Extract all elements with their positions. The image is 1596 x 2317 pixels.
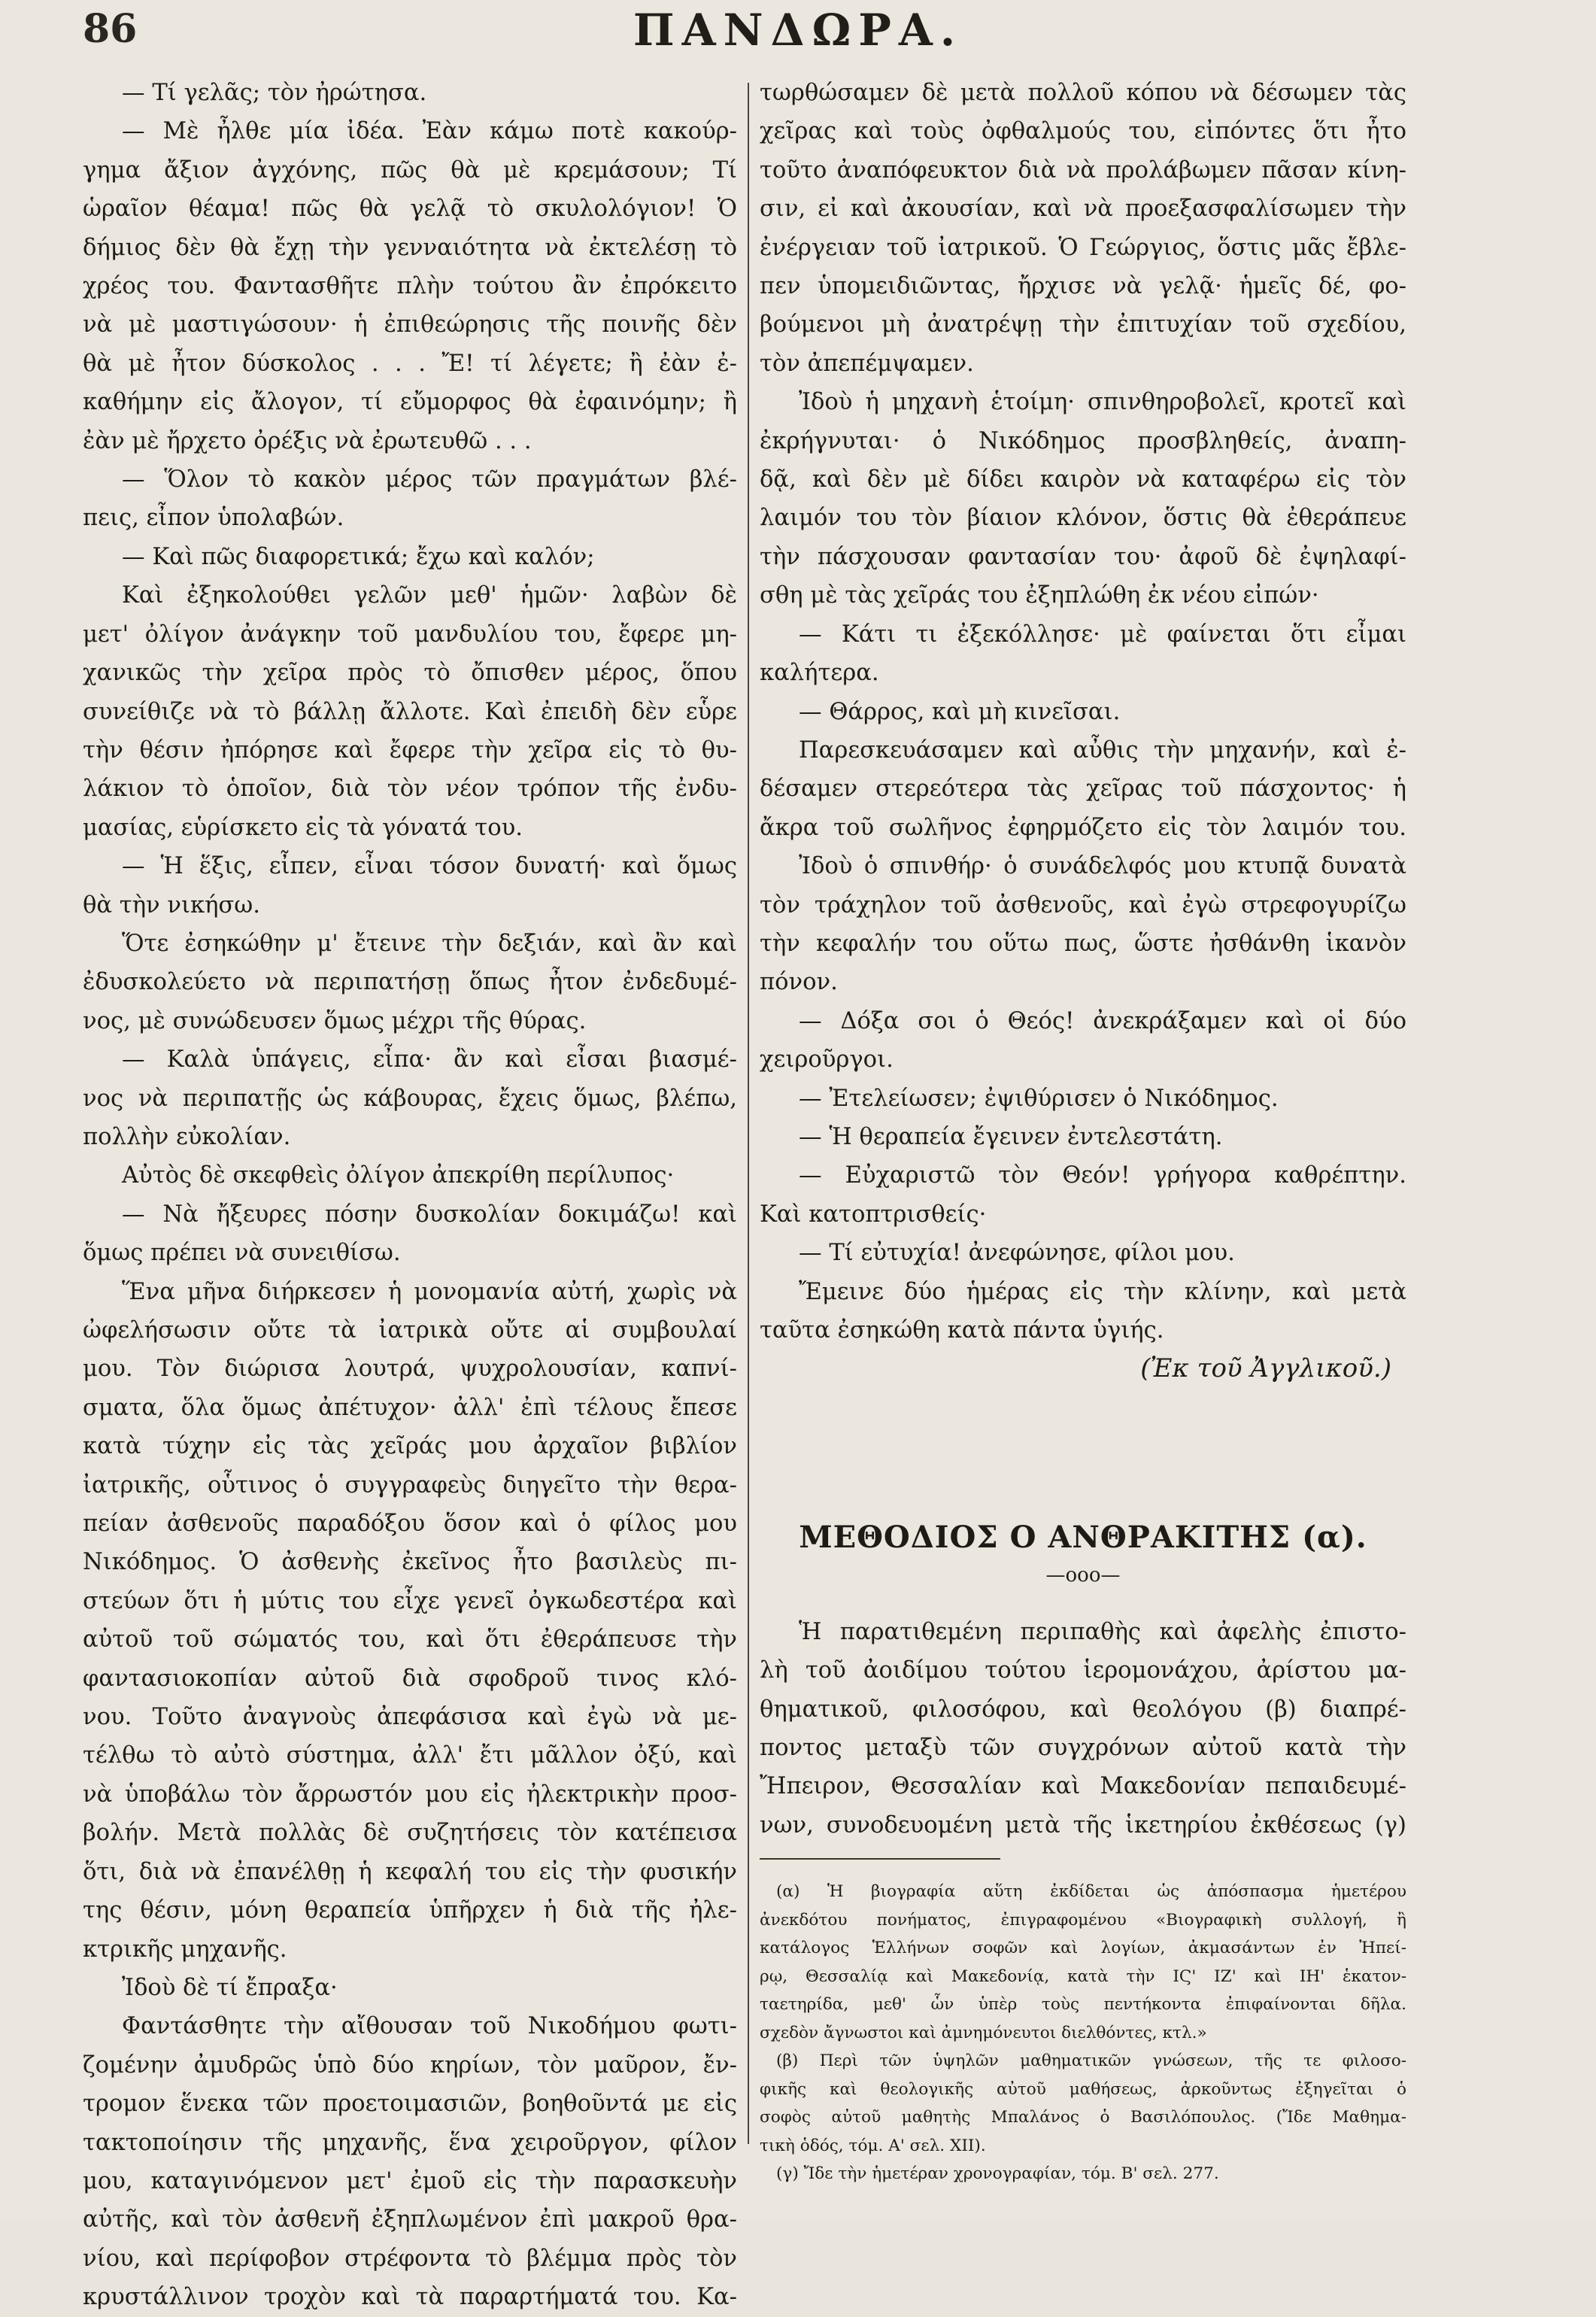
text-line: κτρικῆς μηχανῆς. [83, 1936, 287, 1963]
source-attribution: (Ἐκ τοῦ Ἀγγλικοῦ.) [1140, 1353, 1391, 1384]
text-line: — Θάρρος, καὶ μὴ κινεῖσαι. [799, 698, 1121, 725]
text-line: τὴν πάσχουσαν φαντασίαν του· ἀφοῦ δὲ ἐψηλαφί- [760, 543, 1406, 570]
text-line: — Ἡ ἕξις, εἶπεν, εἶναι τόσον δυνατή· καὶ ὅμως [122, 853, 737, 880]
section-separator: —οοο— [1045, 1563, 1121, 1587]
text-line: πεις, εἶπον ὑπολαβών. [83, 505, 344, 532]
section-text-line: λὴ τοῦ ἀοιδίμου τούτου ἱερομονάχου, ἀρίστου μα- [760, 1657, 1406, 1684]
section-text-line: Ἡ παρατιθεμένη περιπαθὴς καὶ ἀφελὴς ἐπιστο- [799, 1618, 1406, 1645]
text-line: καλήτερα. [760, 660, 879, 687]
story-ending [760, 74, 1406, 1350]
text-line: μου. Τὸν διώρισα λουτρά, ψυχρολουσίαν, καπνί- [83, 1356, 737, 1383]
text-line: ἄκρα τοῦ σωλῆνος ἐφηρμόζετο εἰς τὸν λαιμόν του. [760, 814, 1406, 841]
text-line: ὅτι, διὰ νὰ ἐπανέλθῃ ἡ κεφαλή του εἰς τὴν φυσικήν [83, 1858, 737, 1885]
text-line: καθήμην εἰς ἄλογον, τί εὔμορφος θὰ ἐφαινόμην; ἢ [83, 389, 737, 416]
section-text-line: θηματικοῦ, φιλοσόφου, καὶ θεολόγου (β) διαπρέ- [760, 1696, 1406, 1723]
text-line: νίου, καὶ περίφοβον στρέφοντα τὸ βλέμμα πρὸς τὸν [83, 2245, 737, 2272]
text-line: μετ' ὀλίγον ἀνάγκην τοῦ μανδυλίου του, ἔφερε μη- [83, 621, 737, 648]
text-line: βούμενοι μὴ ἀνατρέψῃ τὴν ἐπιτυχίαν τοῦ σχεδίου, [760, 311, 1406, 339]
text-line: νος νὰ περιπατῇς ὡς κάβουρας, ἔχεις ὅμως, βλέπω, [83, 1085, 737, 1112]
section-title: ΜΕΘΟΔΙΟΣ Ο ΑΝΘΡΑΚΙΤΗΣ (α). [799, 1519, 1367, 1555]
text-line: πολλὴν εὐκολίαν. [83, 1123, 291, 1150]
text-line: Φαντάσθητε τὴν αἴθουσαν τοῦ Νικοδήμου φωτι- [122, 2013, 737, 2040]
text-line: πεν ὑπομειδιῶντας, ἤρχισε νὰ γελᾷ· ἡμεῖς δέ, φο- [760, 273, 1406, 300]
footnote-line: (γ) Ἴδε τὴν ἡμετέραν χρονογραφίαν, τόμ. Β' σελ. 277. [776, 2164, 1219, 2184]
text-line: λάκιον τὸ ὁποῖον, διὰ τὸν νέον τρόπον τῆς ἐνδυ- [83, 776, 737, 803]
footnote-line: τικὴ ὁδός, τόμ. Α' σελ. XII). [760, 2136, 986, 2155]
text-line: τὸν ἀπεπέμψαμεν. [760, 350, 974, 377]
right-column [760, 74, 1406, 2188]
text-line: — Μὲ ἦλθε μία ἰδέα. Ἐὰν κάμω ποτὲ κακούρ- [122, 118, 737, 145]
text-line: — Δόξα σοι ὁ Θεός! ἀνεκράξαμεν καὶ οἱ δύο [799, 1007, 1406, 1034]
text-line: μασίας, εὑρίσκετο εἰς τὰ γόνατά του. [83, 814, 523, 841]
text-line: γημα ἄξιον ἀγχόνης, πῶς θὰ μὲ κρεμάσουν; Τί [83, 156, 737, 184]
text-line: κρυστάλλινον τροχὸν καὶ τὰ παραρτήματά του. Κα- [83, 2284, 737, 2311]
text-line: νος, μὲ συνώδευσεν ὅμως μέχρι τῆς θύρας. [83, 1007, 587, 1034]
text-line: τοῦτο ἀναπόφευκτον διὰ νὰ προλάβωμεν πᾶσαν κίνη- [760, 156, 1406, 184]
text-line: ὠφελήσωσιν οὔτε τὰ ἰατρικὰ οὔτε αἱ συμβουλαί [83, 1317, 737, 1344]
text-line: χειροῦργοι. [760, 1046, 894, 1073]
text-line: νὰ ὑποβάλω τὸν ἄρρωστόν μου εἰς ἠλεκτρικὴν προσ- [83, 1781, 737, 1808]
column-divider [748, 83, 749, 2144]
footnote-line: κατάλογος Ἑλλήνων σοφῶν καὶ λογίων, ἀκμασάντων ἐν Ἠπεί- [760, 1939, 1406, 1958]
text-line: Ἔμεινε δύο ἡμέρας εἰς τὴν κλίνην, καὶ μετὰ [799, 1278, 1406, 1305]
text-line: χεῖρας καὶ τοὺς ὀφθαλμούς του, εἰπόντες ὅτι ἦτο [760, 118, 1406, 145]
text-line: ταῦτα ἐσηκώθη κατὰ πάντα ὑγιής. [760, 1317, 1164, 1344]
text-line: Καὶ ἐξηκολούθει γελῶν μεθ' ἡμῶν· λαβὼν δὲ [122, 582, 737, 609]
text-line: ζομένην ἀμυδρῶς ὑπὸ δύο κηρίων, τὸν μαῦρον, ἔν- [83, 2051, 737, 2079]
text-line: κατὰ τύχην εἰς τὰς χεῖράς μου ἀρχαῖον βιβλίον [83, 1433, 737, 1460]
section-text-line: νων, συνοδευομένη μετὰ τῆς ἱκετηρίου ἐκθέσεως (γ) [760, 1811, 1406, 1839]
journal-title: ΠΑΝΔΩΡΑ. [633, 5, 963, 56]
text-line: — Καὶ πῶς διαφορετικά; ἔχω καὶ καλόν; [122, 543, 595, 570]
text-line: — Ὅλον τὸ κακὸν μέρος τῶν πραγμάτων βλέ- [122, 466, 737, 493]
text-line: νὰ μὲ μαστιγώσουν· ἡ ἐπιθεώρησις τῆς ποινῆς δὲν [83, 311, 737, 339]
footnote-line: σχεδὸν ἄγνωστοι καὶ ἀμνημόνευτοι διελθόντες, κτλ.» [760, 2023, 1207, 2042]
footnote-line: ταετηρίδα, μεθ' ὧν ὑπὲρ τοὺς πεντήκοντα ἐπιφαίνονται δῆλα. [760, 1995, 1406, 2015]
text-line: ἐκρήγνυται· ὁ Νικόδημος προσβληθείς, ἀναπη- [760, 427, 1406, 454]
text-line: βολήν. Μετὰ πολλὰς δὲ συζητήσεις τὸν κατέπεισα [83, 1820, 737, 1847]
text-line: — Νὰ ἤξευρες πόσην δυσκολίαν δοκιμάζω! καὶ [122, 1201, 737, 1228]
text-line: ἰατρικῆς, οὗτινος ὁ συγγραφεὺς διηγεῖτο τὴν θερα- [83, 1471, 737, 1499]
text-line: ὅμως πρέπει νὰ συνειθίσω. [83, 1240, 401, 1267]
text-line: Νικόδημος. Ὁ ἀσθενὴς ἐκεῖνος ἦτο βασιλεὺς πι- [83, 1549, 737, 1576]
text-line: Ἰδοὺ ἡ μηχανὴ ἑτοίμη· σπινθηροβολεῖ, κροτεῖ καὶ [799, 389, 1406, 416]
text-line: τωρθώσαμεν δὲ μετὰ πολλοῦ κόπου νὰ δέσωμεν τὰς [760, 80, 1406, 106]
section-spacer [760, 1389, 1406, 1509]
text-line: δᾷ, καὶ δὲν μὲ δίδει καιρὸν νὰ καταφέρω εἰς τὸν [760, 466, 1406, 493]
section-intro [760, 1613, 1406, 1845]
text-line: τακτοποίησιν τῆς μηχανῆς, ἕνα χειροῦργον, φίλον [83, 2129, 737, 2156]
text-line: χρέος του. Φαντασθῆτε πλὴν τούτου ἂν ἐπρόκειτο [83, 273, 737, 300]
text-line: — Καλὰ ὑπάγεις, εἶπα· ἂν καὶ εἶσαι βιασμέ- [122, 1046, 737, 1073]
text-line: δέσαμεν στερεότερα τὰς χεῖρας τοῦ πάσχοντος· ἡ [760, 776, 1406, 803]
text-line: ἐνέργειαν τοῦ ἰατρικοῦ. Ὁ Γεώργιος, ὅστις μᾶς ἔβλε- [760, 234, 1406, 261]
text-line: συνείθιζε νὰ τὸ βάλλῃ ἄλλοτε. Καὶ ἐπειδὴ δὲν εὗρε [83, 698, 737, 725]
text-line: νου. Τοῦτο ἀναγνοὺς ἀπεφάσισα καὶ ἐγὼ νὰ με- [83, 1704, 737, 1731]
text-line: — Ἐτελείωσεν; ἐψιθύρισεν ὁ Νικόδημος. [799, 1085, 1279, 1112]
text-line: σθη μὲ τὰς χεῖράς του ἐξηπλώθη ἐκ νέου εἰπών· [760, 582, 1319, 609]
text-line: Παρεσκευάσαμεν καὶ αὖθις τὴν μηχανήν, καὶ ἐ- [799, 736, 1406, 764]
page-header [45, 0, 1551, 75]
footnote-line: (β) Περὶ τῶν ὑψηλῶν μαθηματικῶν γνώσεων, τῆς τε φιλοσο- [776, 2051, 1406, 2071]
text-line: — Εὐχαριστῶ τὸν Θεόν! γρήγορα καθρέπτην. [799, 1162, 1406, 1189]
text-line: στεύων ὅτι ἡ μύτις του εἶχε γενεῖ ὀγκωδεστέρα καὶ [83, 1587, 737, 1614]
text-line: — Κάτι τι ἐξεκόλλησε· μὲ φαίνεται ὅτι εἶμαι [799, 621, 1406, 648]
text-line: πόνον. [760, 969, 838, 996]
footnote-line: ἀνεκδότου πονήματος, ἐπιγραφομένου «Βιογραφικὴ συλλογή, ἢ [760, 1910, 1406, 1930]
section-text-line: Ἤπειρον, Θεσσαλίαν καὶ Μακεδονίαν πεπαιδευμέ- [760, 1773, 1406, 1800]
text-line: τὸν τράχηλον τοῦ ἀσθενοῦς, καὶ ἐγὼ στρεφογυρίζω [760, 891, 1406, 919]
footnotes [760, 1878, 1406, 2188]
text-line: τέλθω τὸ αὐτὸ σύστημα, ἀλλ' ἔτι μᾶλλον ὀξύ, καὶ [83, 1742, 737, 1769]
text-line: τὴν κεφαλήν του οὕτω πως, ὥστε ἠσθάνθη ἱκανὸν [760, 930, 1406, 957]
text-line: λαιμόν του τὸν βίαιον κλόνον, ὅστις θὰ ἐθεράπευε [760, 505, 1406, 532]
text-line: Αὐτὸς δὲ σκεφθεὶς ὀλίγον ἀπεκρίθη περίλυπος· [122, 1162, 675, 1189]
text-line: Ἕνα μῆνα διήρκεσεν ἡ μονομανία αὐτή, χωρὶς νὰ [122, 1278, 737, 1305]
text-line: ὡραῖον θέαμα! πῶς θὰ γελᾷ τὸ σκυλολόγιον! Ὁ [83, 196, 737, 223]
left-column [83, 74, 737, 2311]
text-line: σιν, εἰ καὶ ἀκουσίαν, καὶ νὰ προεξασφαλίσωμεν τὴν [760, 196, 1406, 223]
text-line: χανικῶς τὴν χεῖρα πρὸς τὸ ὄπισθεν μέρος, ὅπου [83, 660, 737, 687]
footnote-rule [760, 1858, 1000, 1860]
text-line: μου, καταγινόμενον μετ' ἐμοῦ εἰς τὴν παρασκευὴν [83, 2167, 737, 2194]
text-line: — Τί εὐτυχία! ἀνεφώνησε, φίλοι μου. [799, 1240, 1235, 1267]
footnote-line: ρῳ, Θεσσαλίᾳ καὶ Μακεδονίᾳ, κατὰ τὴν ΙϚ' ΙΖ' καὶ ΙΗ' ἑκατον- [760, 1966, 1406, 1986]
footnote-line: φικῆς καὶ θεολογικῆς αὐτοῦ μαθήσεως, ἀρκοῦντως ἐξηγεῖται ὁ [760, 2079, 1406, 2099]
text-line: αὐτῆς, καὶ τὸν ἀσθενῆ ἐξηπλωμένον ἐπὶ μακροῦ θρα- [83, 2206, 737, 2233]
text-line: θὰ τὴν νικήσω. [83, 891, 260, 919]
text-line: ἐδυσκολεύετο νὰ περιπατήσῃ ὅπως ἦτον ἐνδεδυμέ- [83, 969, 737, 996]
text-line: της θέσιν, μόνη θεραπεία ὑπῆρχεν ἡ διὰ τῆς ἠλε- [83, 1897, 737, 1924]
text-line: Ἰδοὺ ὁ σπινθήρ· ὁ συνάδελφός μου κτυπᾷ δυνατὰ [799, 853, 1406, 880]
text-line: ἐὰν μὲ ἤρχετο ὀρέξις νὰ ἐρωτευθῶ . . . [83, 427, 532, 454]
text-line: σματα, ὅλα ὅμως ἀπέτυχον· ἀλλ' ἐπὶ τέλους ἔπεσε [83, 1394, 737, 1421]
text-line: φαντασιοκοπίαν αὐτοῦ διὰ σφοδροῦ τινος κλό- [83, 1665, 737, 1692]
text-line: Καὶ κατοπτρισθείς· [760, 1201, 987, 1228]
text-line: — Ἡ θεραπεία ἔγεινεν ἐντελεστάτη. [799, 1123, 1223, 1150]
footnote-line: (α) Ἡ βιογραφία αὕτη ἐκδίδεται ὡς ἀπόσπασμα ἡμετέρου [776, 1882, 1406, 1902]
text-line: — Τί γελᾶς; τὸν ἠρώτησα. [122, 80, 427, 106]
text-line: θὰ μὲ ἦτον δύσκολος . . . Ἔ! τί λέγετε; ἢ ἐὰν ἐ- [83, 350, 737, 377]
footnote-line: σοφὸς αὐτοῦ μαθητὴς Μπαλάνος ὁ Βασιλόπουλος. (Ἴδε Μαθημα- [760, 2108, 1406, 2127]
text-line: Ἰδοὺ δὲ τί ἔπραξα· [122, 1974, 338, 2001]
text-line: τρομον ἕνεκα τῶν προετοιμασιῶν, βοηθοῦντά με εἰς [83, 2091, 737, 2118]
page-number: 86 [83, 6, 138, 52]
text-line: δήμιος δὲν θὰ ἔχῃ τὴν γενναιότητα νὰ ἐκτελέσῃ τὸ [83, 234, 737, 261]
text-line: αὐτοῦ τοῦ σώματός του, καὶ ὅτι ἐθεράπευσε τὴν [83, 1626, 737, 1653]
text-line: Ὅτε ἐσηκώθην μ' ἔτεινε τὴν δεξιάν, καὶ ἂν καὶ [122, 930, 737, 957]
section-text-line: ποντος μεταξὺ τῶν συγχρόνων αὐτοῦ κατὰ τὴν [760, 1735, 1406, 1762]
text-line: τὴν θέσιν ἠπόρησε καὶ ἔφερε τὴν χεῖρα εἰς τὸ θυ- [83, 736, 737, 764]
text-line: πείαν ἀσθενοῦς παραδόξου ὅσον καὶ ὁ φίλος μου [83, 1511, 737, 1538]
